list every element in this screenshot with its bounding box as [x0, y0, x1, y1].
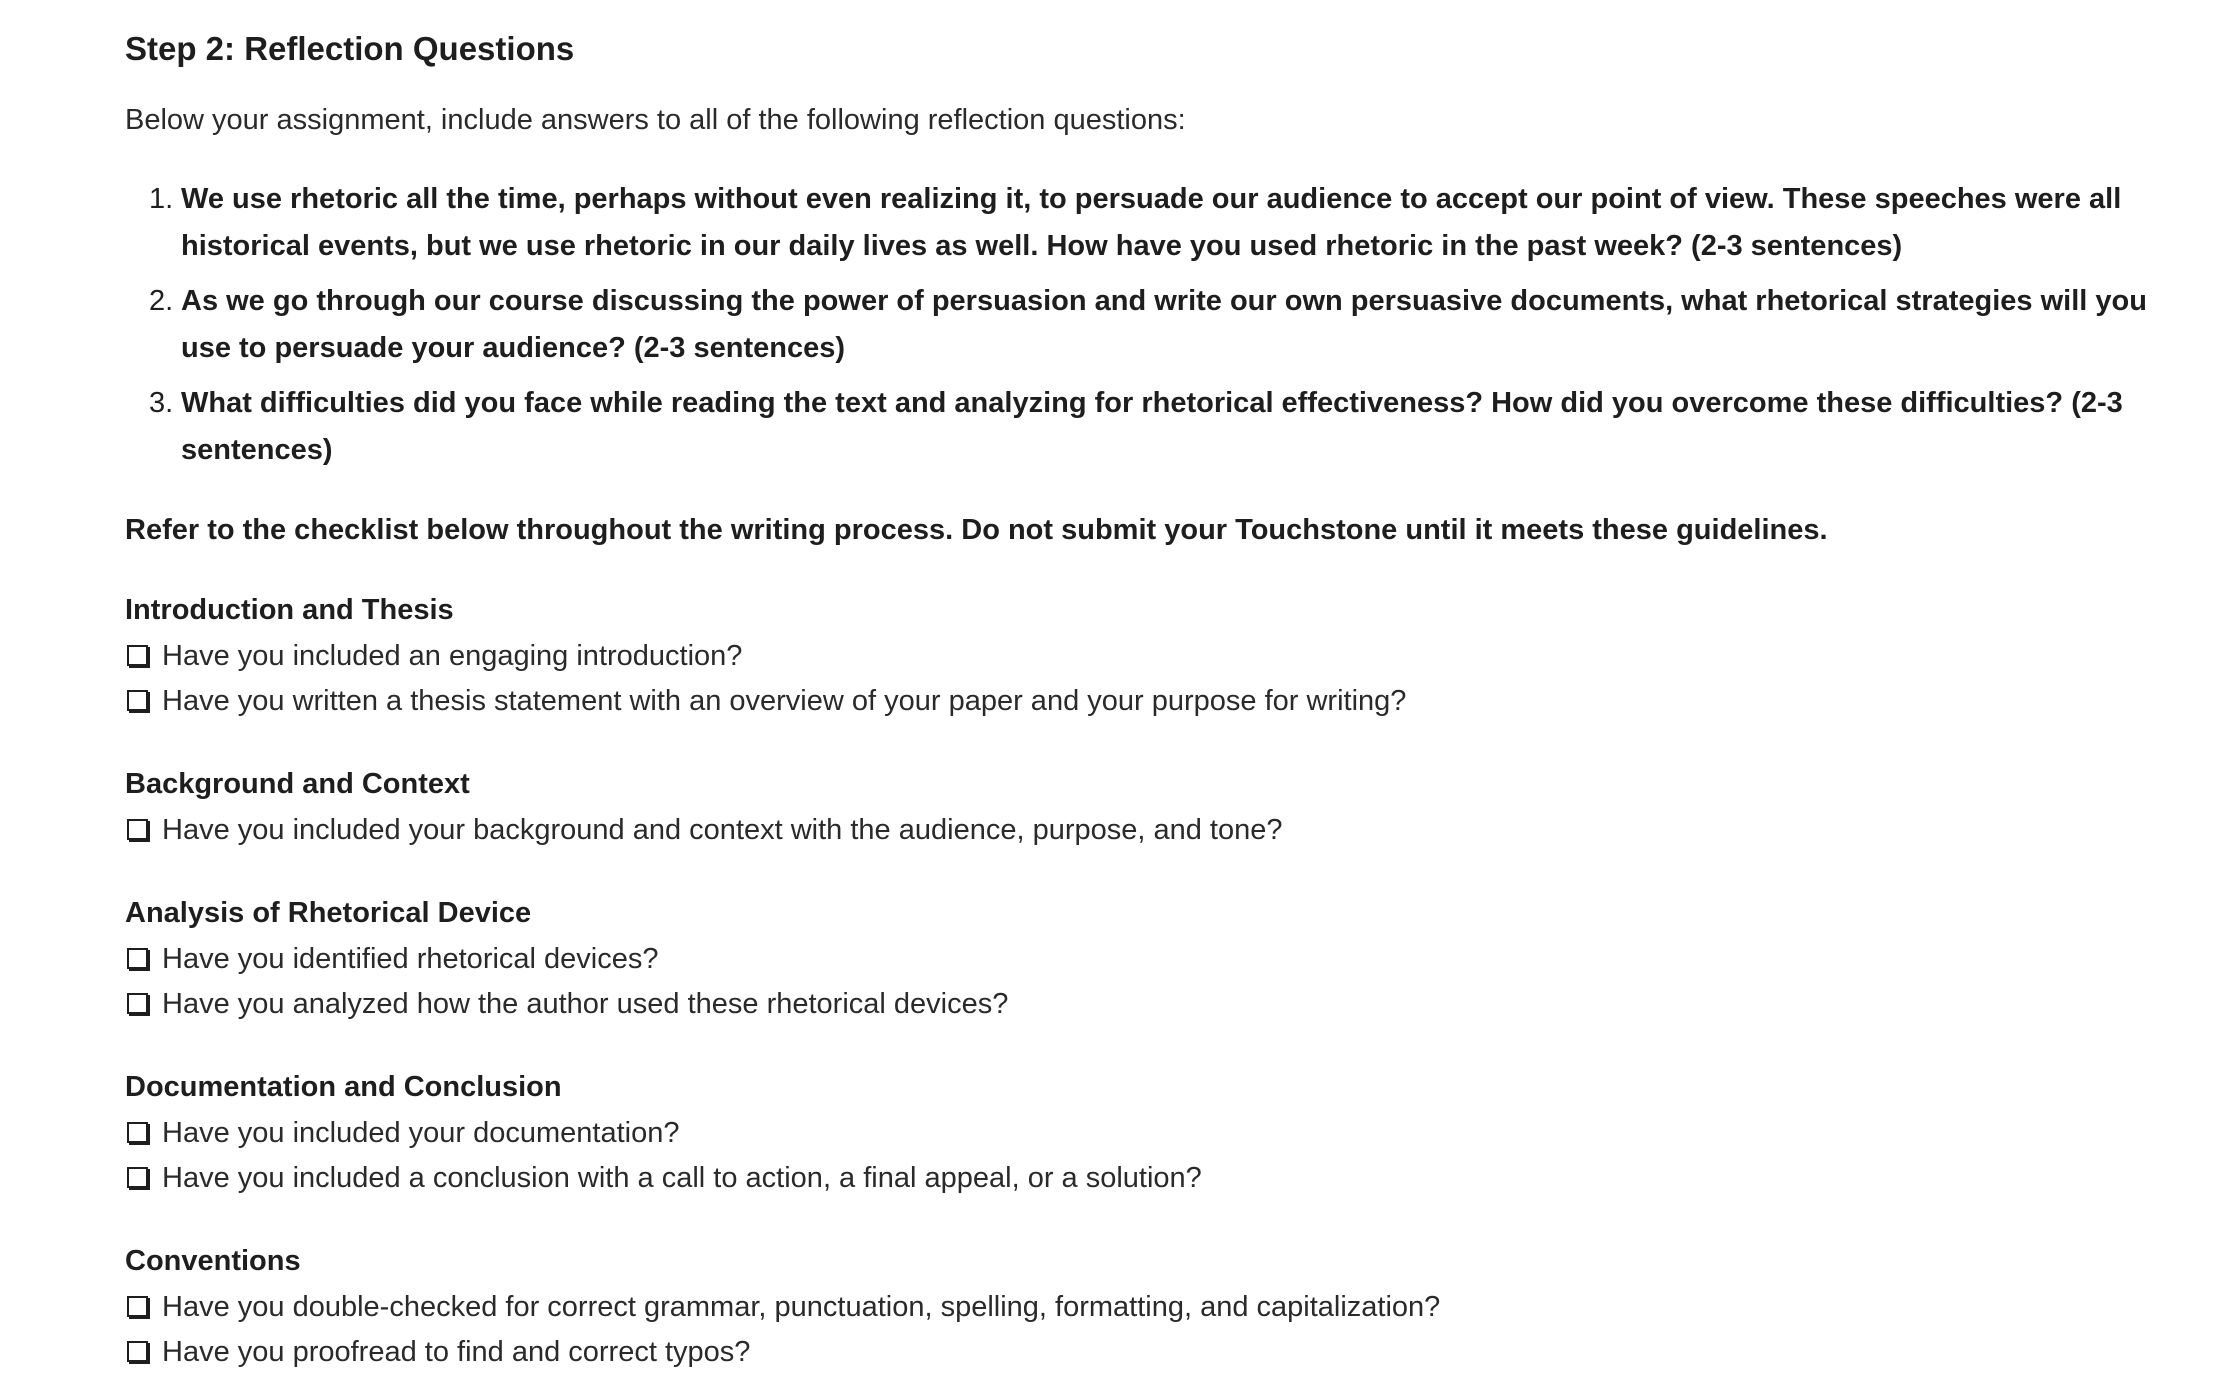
question-text: What difficulties did you face while reading the text and analyzing for rhetorical effectiveness? How did you overcome these difficulties? (2-3 sentences) [181, 387, 2123, 466]
checklist-item-text: Have you included your background and context with the audience, purpose, and tone? [162, 814, 1283, 846]
question-item [149, 278, 2185, 372]
checkbox-icon [127, 819, 148, 840]
page-title: Step 2: Reflection Questions [125, 30, 575, 67]
checklist-item [125, 808, 2185, 853]
checklist-item [125, 634, 2185, 679]
checkbox-icon [127, 645, 148, 666]
question-text: We use rhetoric all the time, perhaps without even realizing it, to persuade our audience to accept our point of view. These speeches were all historical events, but we use rhetoric in our daily lives as well. How have you used rhetoric in the past week? (2-3 sentences) [181, 183, 2122, 262]
checklist-item-text: Have you included an engaging introduction? [162, 640, 743, 672]
checklist-section-analysis [125, 893, 2185, 1027]
checkbox-icon [127, 1296, 148, 1317]
intro-text: Below your assignment, include answers to all of the following reflection questions: [125, 104, 1186, 136]
question-item [149, 176, 2185, 270]
reflection-questions-list [125, 176, 2185, 474]
assignment-content [125, 0, 2185, 1375]
checklist-item-text: Have you double-checked for correct grammar, punctuation, spelling, formatting, and capitalization? [162, 1291, 1441, 1323]
checklist-section-conventions [125, 1241, 2185, 1375]
checkbox-icon [127, 1122, 148, 1143]
checklist-item-text: Have you included your documentation? [162, 1117, 680, 1149]
checklist-item [125, 1330, 2185, 1375]
checklist-item [125, 937, 2185, 982]
question-item [149, 380, 2185, 474]
checklist-item-text: Have you proofread to find and correct typos? [162, 1336, 751, 1368]
question-text: As we go through our course discussing the power of persuasion and write our own persuasive documents, what rhetorical strategies will you use to persuade your audience? (2-3 sentences) [181, 285, 2147, 364]
section-title: Background and Context [125, 768, 470, 800]
checklist-item-text: Have you analyzed how the author used these rhetorical devices? [162, 988, 1009, 1020]
checklist-section-introduction [125, 590, 2185, 724]
section-title: Documentation and Conclusion [125, 1071, 562, 1103]
checkbox-icon [127, 690, 148, 711]
checklist-section-documentation [125, 1067, 2185, 1201]
checkbox-icon [127, 993, 148, 1014]
checklist-item [125, 679, 2185, 724]
checklist-note: Refer to the checklist below throughout the writing process. Do not submit your Touchstone until it meets these guidelines. [125, 514, 1828, 546]
checklist-section-background [125, 764, 2185, 853]
checkbox-icon [127, 1341, 148, 1362]
section-title: Analysis of Rhetorical Device [125, 897, 532, 929]
checklist-item-text: Have you identified rhetorical devices? [162, 943, 659, 975]
question-number: 3. [149, 387, 174, 419]
section-title: Conventions [125, 1245, 301, 1277]
question-number: 2. [149, 285, 174, 317]
section-title: Introduction and Thesis [125, 594, 454, 626]
checklist-item-text: Have you included a conclusion with a call to action, a final appeal, or a solution? [162, 1162, 1202, 1194]
checkbox-icon [127, 948, 148, 969]
checklist-item [125, 1156, 2185, 1201]
question-number: 1. [149, 183, 174, 215]
checklist-item [125, 982, 2185, 1027]
checklist-item [125, 1111, 2185, 1156]
checklist-item-text: Have you written a thesis statement with an overview of your paper and your purpose for writing? [162, 685, 1407, 717]
checklist-item [125, 1285, 2185, 1330]
checkbox-icon [127, 1167, 148, 1188]
